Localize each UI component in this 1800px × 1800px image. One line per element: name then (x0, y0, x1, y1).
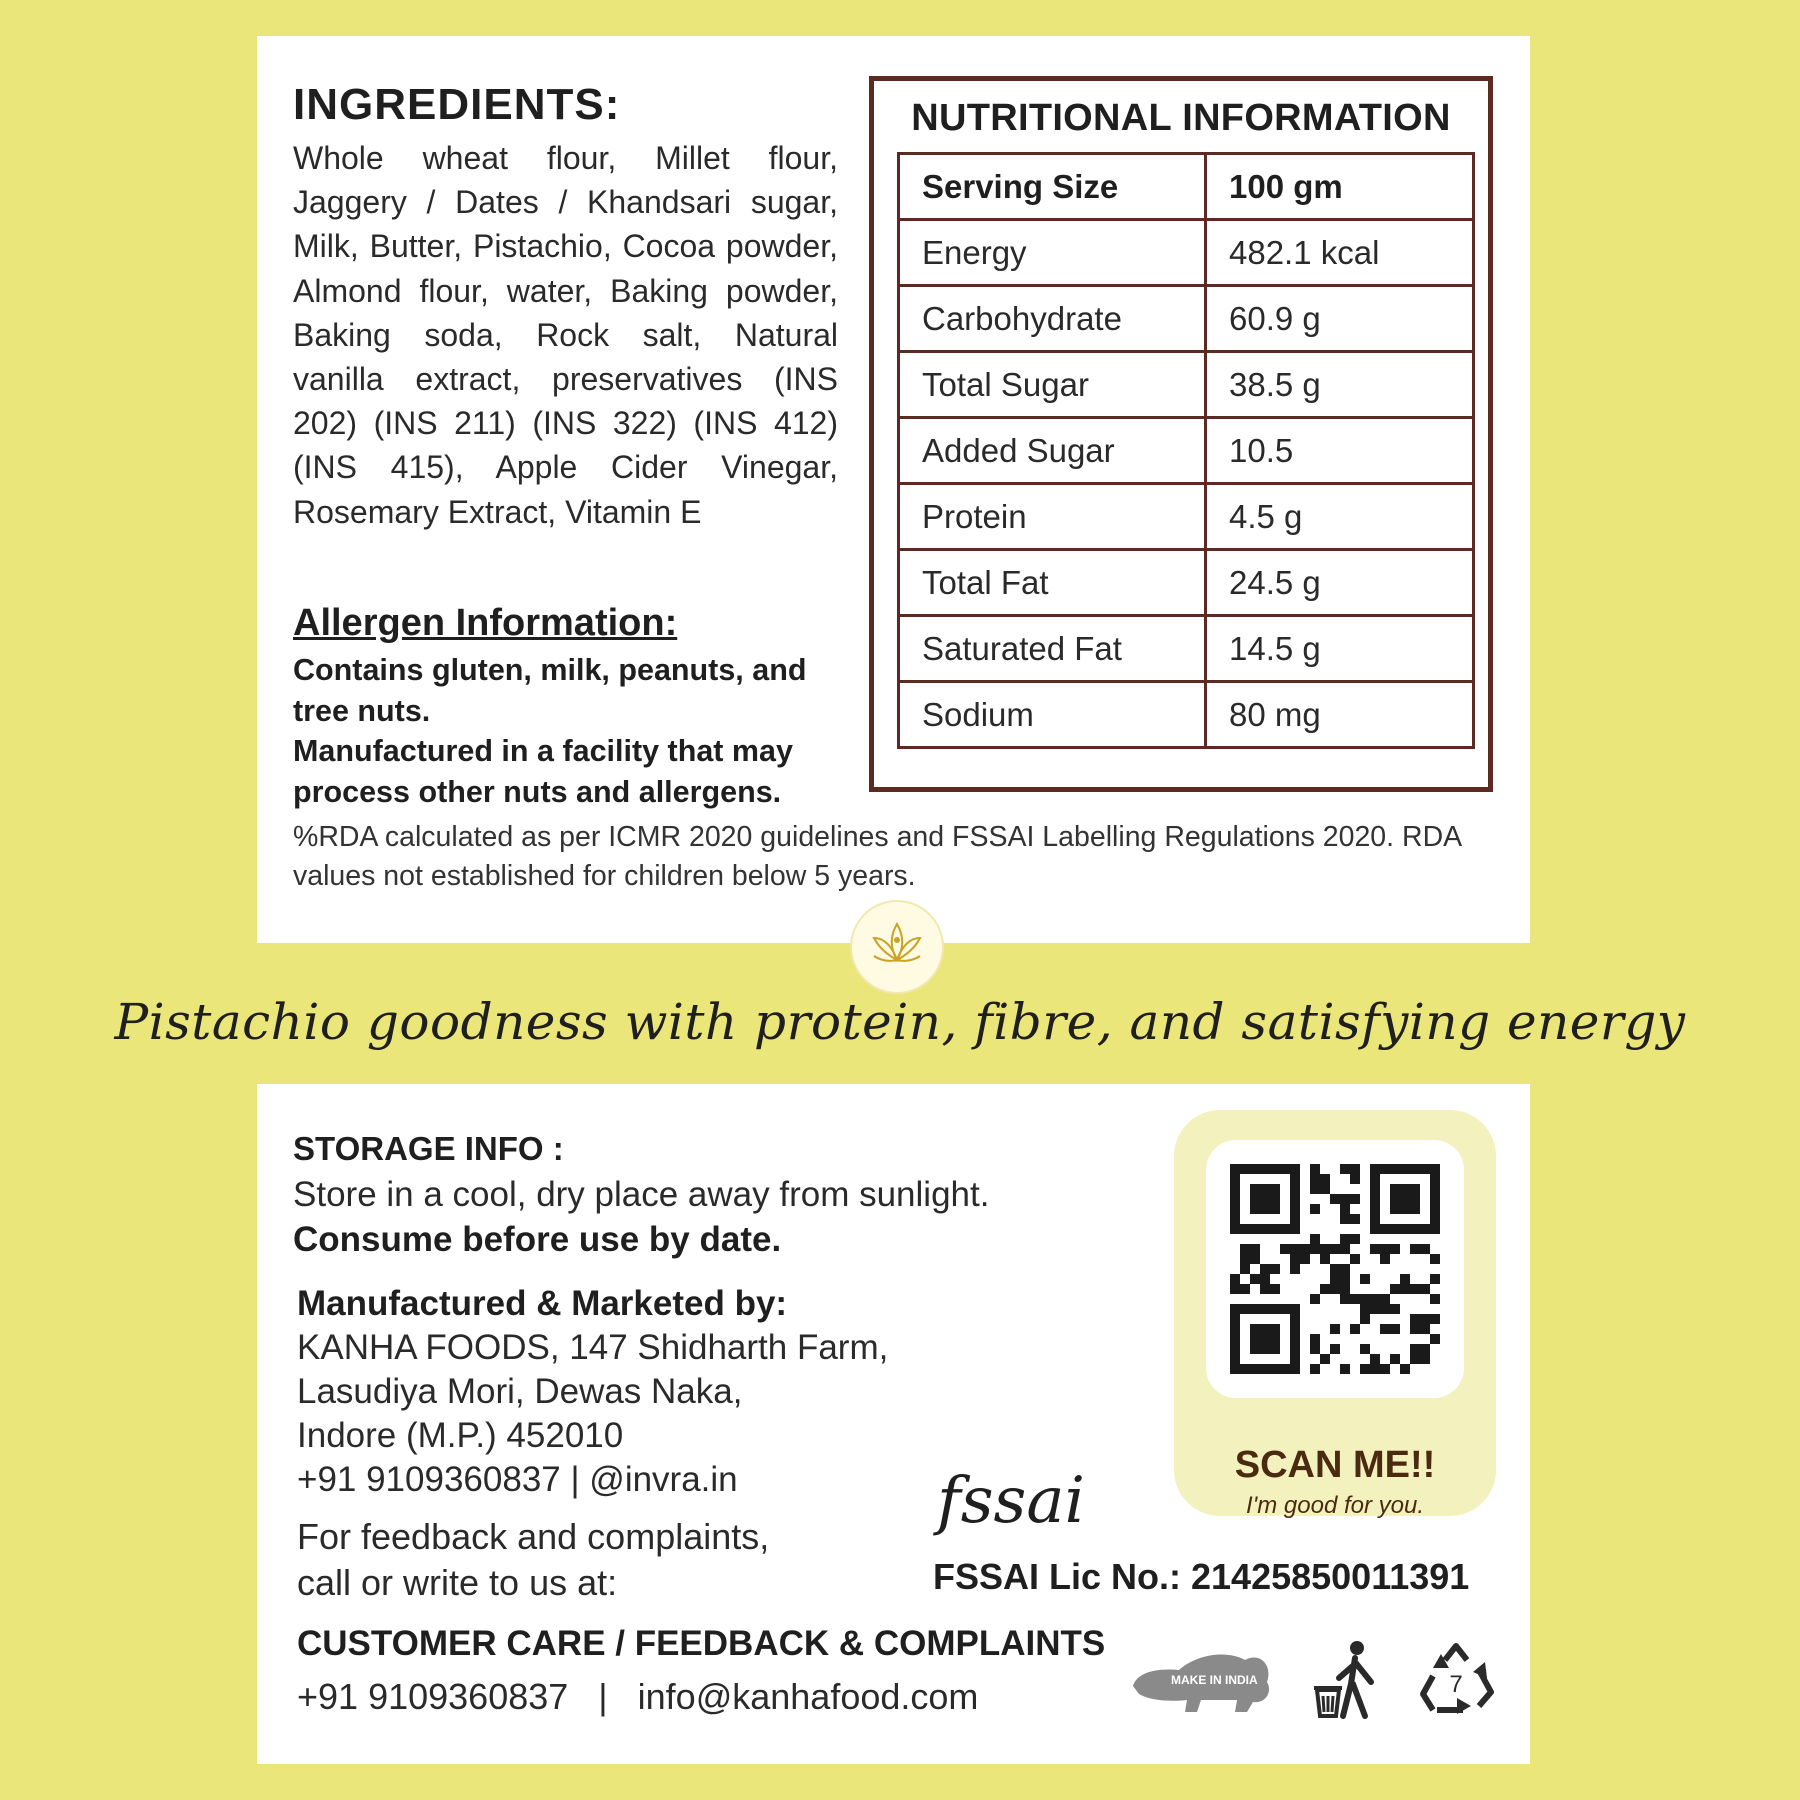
nutrient-value: 10.5 (1206, 418, 1474, 484)
qr-module (1350, 1194, 1360, 1204)
qr-module (1430, 1204, 1440, 1214)
qr-module (1420, 1244, 1430, 1254)
nutrient-value: 24.5 g (1206, 550, 1474, 616)
qr-module (1270, 1224, 1280, 1234)
qr-module (1250, 1344, 1260, 1354)
qr-module (1340, 1234, 1350, 1244)
rda-note: %RDA calculated as per ICMR 2020 guidelines and FSSAI Labelling Regulations 2020. RDA values not established for children below 5 years. (293, 821, 1461, 892)
nutrition-box (869, 76, 1493, 792)
customer-care-title: CUSTOMER CARE / FEEDBACK & COMPLAINTS (297, 1624, 1106, 1663)
qr-module (1410, 1354, 1420, 1364)
qr-module (1340, 1164, 1350, 1174)
table-row (899, 682, 1474, 748)
nutrition-title: NUTRITIONAL INFORMATION (911, 97, 1451, 139)
qr-module (1410, 1164, 1420, 1174)
qr-module (1380, 1224, 1390, 1234)
qr-module (1340, 1294, 1350, 1304)
qr-module (1430, 1274, 1440, 1284)
qr-module (1420, 1354, 1430, 1364)
qr-module (1270, 1364, 1280, 1374)
allergen-contains: Contains gluten, milk, peanuts, and tree nuts. (293, 653, 807, 728)
qr-module (1360, 1364, 1370, 1374)
qr-module (1330, 1274, 1340, 1284)
qr-module (1390, 1244, 1400, 1254)
qr-module (1280, 1164, 1290, 1174)
qr-module (1290, 1264, 1300, 1274)
qr-module (1240, 1244, 1250, 1254)
qr-module (1230, 1324, 1240, 1334)
qr-module (1370, 1364, 1380, 1374)
qr-module (1420, 1344, 1430, 1354)
qr-module (1400, 1204, 1410, 1214)
nutrient-label: Carbohydrate (899, 286, 1206, 352)
qr-module (1350, 1294, 1360, 1304)
nutrition-header-row (899, 154, 1474, 220)
make-in-india-icon (1127, 1642, 1277, 1718)
qr-module (1260, 1274, 1270, 1284)
qr-module (1350, 1214, 1360, 1224)
qr-module (1230, 1314, 1240, 1324)
qr-module (1330, 1344, 1340, 1354)
feedback-line: For feedback and complaints, (297, 1516, 770, 1557)
scan-title: SCAN ME!! (1234, 1444, 1436, 1486)
nutrient-label: Energy (899, 220, 1206, 286)
qr-module (1360, 1304, 1370, 1314)
table-row (899, 352, 1474, 418)
qr-module (1430, 1194, 1440, 1204)
qr-module (1430, 1314, 1440, 1324)
qr-module (1280, 1364, 1290, 1374)
qr-module (1380, 1304, 1390, 1314)
qr-module (1370, 1354, 1380, 1364)
qr-card (1174, 1110, 1496, 1519)
qr-module (1410, 1324, 1420, 1334)
qr-module (1340, 1204, 1350, 1214)
qr-module (1310, 1174, 1320, 1184)
qr-module (1240, 1264, 1250, 1274)
qr-module (1410, 1314, 1420, 1324)
qr-module (1290, 1194, 1300, 1204)
qr-module (1240, 1364, 1250, 1374)
qr-module (1400, 1164, 1410, 1174)
qr-module (1250, 1364, 1260, 1374)
qr-module (1240, 1254, 1250, 1264)
storage-contact-panel (257, 1084, 1530, 1764)
feedback-line: call or write to us at: (297, 1562, 618, 1603)
qr-module (1430, 1184, 1440, 1194)
qr-frame (1206, 1140, 1464, 1398)
qr-module (1290, 1334, 1300, 1344)
storage-consume: Consume before use by date. (293, 1220, 782, 1259)
qr-module (1230, 1304, 1240, 1314)
qr-module (1380, 1244, 1390, 1254)
qr-module (1290, 1254, 1300, 1264)
qr-module (1370, 1184, 1380, 1194)
nutrient-value: 38.5 g (1206, 352, 1474, 418)
qr-module (1430, 1214, 1440, 1224)
qr-module (1330, 1244, 1340, 1254)
recycle-7-icon (1415, 1640, 1497, 1720)
allergen-title: Allergen Information: (293, 602, 678, 644)
qr-module (1340, 1264, 1350, 1274)
qr-module (1230, 1274, 1240, 1284)
qr-module (1380, 1324, 1390, 1334)
qr-module (1280, 1304, 1290, 1314)
qr-module (1260, 1284, 1270, 1294)
qr-module (1290, 1344, 1300, 1354)
qr-module (1410, 1184, 1420, 1194)
qr-module (1330, 1264, 1340, 1274)
qr-module (1400, 1184, 1410, 1194)
qr-module (1310, 1164, 1320, 1174)
qr-module (1260, 1324, 1270, 1334)
qr-module (1350, 1234, 1360, 1244)
qr-module (1370, 1204, 1380, 1214)
qr-module (1310, 1234, 1320, 1244)
qr-module (1280, 1244, 1290, 1254)
qr-module (1380, 1364, 1390, 1374)
qr-module (1240, 1284, 1250, 1294)
qr-module (1310, 1334, 1320, 1344)
qr-module (1430, 1174, 1440, 1184)
qr-module (1390, 1164, 1400, 1174)
qr-module (1420, 1224, 1430, 1234)
qr-module (1430, 1334, 1440, 1344)
qr-module (1310, 1344, 1320, 1354)
qr-module (1360, 1274, 1370, 1284)
qr-module (1250, 1194, 1260, 1204)
qr-module (1370, 1244, 1380, 1254)
qr-module (1400, 1284, 1410, 1294)
qr-module (1230, 1284, 1240, 1294)
qr-module (1260, 1304, 1270, 1314)
nutrient-label: Total Fat (899, 550, 1206, 616)
qr-module (1330, 1194, 1340, 1204)
address-line: Indore (M.P.) 452010 (297, 1416, 624, 1455)
qr-module (1420, 1164, 1430, 1174)
manufacturer-contact: +91 9109360837 | @invra.in (297, 1460, 738, 1499)
qr-module (1280, 1224, 1290, 1234)
qr-module (1320, 1354, 1330, 1364)
qr-module (1230, 1164, 1240, 1174)
qr-module (1290, 1164, 1300, 1174)
qr-module (1300, 1254, 1310, 1264)
qr-module (1410, 1244, 1420, 1254)
table-row (899, 484, 1474, 550)
qr-module (1250, 1244, 1260, 1254)
qr-module (1250, 1164, 1260, 1174)
qr-module (1380, 1164, 1390, 1174)
qr-module (1410, 1284, 1420, 1294)
qr-module (1230, 1184, 1240, 1194)
recycle-bin-icon (1311, 1638, 1381, 1720)
qr-module (1370, 1224, 1380, 1234)
address-line: Lasudiya Mori, Dewas Naka, (297, 1372, 743, 1411)
qr-module (1430, 1254, 1440, 1264)
qr-module (1230, 1204, 1240, 1214)
table-row (899, 550, 1474, 616)
serving-size-value: 100 gm (1206, 154, 1474, 220)
qr-module (1320, 1184, 1330, 1194)
qr-module (1250, 1204, 1260, 1214)
qr-module (1400, 1274, 1410, 1284)
qr-module (1390, 1194, 1400, 1204)
nutrient-label: Protein (899, 484, 1206, 550)
qr-module (1360, 1314, 1370, 1324)
qr-module (1410, 1194, 1420, 1204)
scan-subtitle: I'm good for you. (1245, 1492, 1424, 1519)
fssai-logo (937, 1464, 1087, 1544)
qr-module (1230, 1174, 1240, 1184)
nutrition-table (897, 152, 1475, 749)
qr-module (1290, 1354, 1300, 1364)
qr-module (1340, 1284, 1350, 1294)
fssai-license: FSSAI Lic No.: 21425850011391 (933, 1556, 1470, 1597)
table-row (899, 616, 1474, 682)
ingredients-text: Whole wheat flour, Millet flour, Jaggery / Dates / Khandsari sugar, Milk, Butter, Pistachio, Cocoa powder, Almond flour, water, Baking powder, Baking soda, Rock salt, Natural vanilla extract, preservatives (INS 202) (INS 211) (INS 322) (INS 412) (INS 415), Apple Cider Vinegar, Rosemary Extract, Vitamin E (293, 140, 838, 530)
qr-module (1390, 1354, 1400, 1364)
qr-module (1270, 1194, 1280, 1204)
qr-module (1410, 1224, 1420, 1234)
qr-module (1290, 1214, 1300, 1224)
qr-module (1420, 1284, 1430, 1294)
qr-module (1290, 1324, 1300, 1334)
qr-module (1260, 1164, 1270, 1174)
qr-module (1370, 1304, 1380, 1314)
qr-module (1370, 1194, 1380, 1204)
make-in-india-label: MAKE IN INDIA (1171, 1673, 1258, 1687)
table-row (899, 418, 1474, 484)
ingredients-nutrition-panel (257, 36, 1530, 943)
qr-module (1370, 1214, 1380, 1224)
qr-module (1260, 1334, 1270, 1344)
qr-module (1360, 1344, 1370, 1354)
qr-module (1350, 1164, 1360, 1174)
qr-module (1250, 1304, 1260, 1314)
lotus-logo-icon (850, 900, 944, 994)
qr-module (1260, 1204, 1270, 1214)
nutrient-value: 482.1 kcal (1206, 220, 1474, 286)
qr-module (1340, 1244, 1350, 1254)
nutrient-value: 14.5 g (1206, 616, 1474, 682)
qr-module (1340, 1194, 1350, 1204)
qr-module (1380, 1294, 1390, 1304)
qr-module (1290, 1204, 1300, 1214)
nutrient-label: Saturated Fat (899, 616, 1206, 682)
qr-module (1230, 1364, 1240, 1374)
nutrient-label: Added Sugar (899, 418, 1206, 484)
table-row (899, 220, 1474, 286)
qr-module (1230, 1214, 1240, 1224)
qr-module (1290, 1224, 1300, 1234)
qr-module (1350, 1254, 1360, 1264)
qr-module (1270, 1184, 1280, 1194)
fssai-logo-text: fssai (937, 1464, 1085, 1538)
qr-module (1260, 1364, 1270, 1374)
qr-module (1430, 1294, 1440, 1304)
qr-module (1290, 1364, 1300, 1374)
qr-module (1370, 1164, 1380, 1174)
qr-module (1290, 1304, 1300, 1314)
nutrient-label: Total Sugar (899, 352, 1206, 418)
qr-code-icon[interactable] (1230, 1164, 1440, 1374)
qr-module (1260, 1344, 1270, 1354)
qr-module (1350, 1174, 1360, 1184)
qr-module (1300, 1244, 1310, 1254)
qr-module (1270, 1284, 1280, 1294)
qr-module (1390, 1324, 1400, 1334)
qr-module (1400, 1224, 1410, 1234)
qr-module (1380, 1254, 1390, 1264)
qr-module (1330, 1284, 1340, 1294)
qr-module (1230, 1194, 1240, 1204)
qr-module (1270, 1204, 1280, 1214)
qr-module (1390, 1204, 1400, 1214)
qr-module (1400, 1194, 1410, 1204)
qr-module (1370, 1174, 1380, 1184)
qr-module (1430, 1164, 1440, 1174)
qr-module (1290, 1244, 1300, 1254)
storage-title: STORAGE INFO : (293, 1130, 564, 1167)
qr-module (1270, 1264, 1280, 1274)
storage-text: Store in a cool, dry place away from sunlight. (293, 1175, 990, 1214)
qr-module (1230, 1354, 1240, 1364)
qr-module (1260, 1184, 1270, 1194)
qr-module (1390, 1284, 1400, 1294)
qr-module (1250, 1274, 1260, 1284)
qr-module (1320, 1254, 1330, 1264)
qr-module (1320, 1244, 1330, 1254)
qr-module (1230, 1344, 1240, 1354)
recycle-code: 7 (1449, 1671, 1463, 1698)
qr-module (1230, 1334, 1240, 1344)
qr-module (1370, 1294, 1380, 1304)
address-line: KANHA FOODS, 147 Shidharth Farm, (297, 1328, 889, 1367)
nutrient-value: 4.5 g (1206, 484, 1474, 550)
qr-module (1390, 1224, 1400, 1234)
qr-module (1420, 1324, 1430, 1334)
qr-module (1410, 1344, 1420, 1354)
qr-module (1310, 1244, 1320, 1254)
qr-module (1360, 1294, 1370, 1304)
tagline: Pistachio goodness with protein, fibre, and satisfying energy (114, 993, 1686, 1051)
serving-size-label: Serving Size (899, 154, 1206, 220)
qr-module (1260, 1264, 1270, 1274)
qr-module (1230, 1224, 1240, 1234)
qr-module (1320, 1284, 1330, 1294)
qr-module (1390, 1304, 1400, 1314)
qr-module (1420, 1314, 1430, 1324)
qr-module (1320, 1174, 1330, 1184)
qr-module (1340, 1364, 1350, 1374)
qr-module (1260, 1194, 1270, 1204)
qr-module (1250, 1184, 1260, 1194)
qr-module (1310, 1184, 1320, 1194)
qr-module (1400, 1364, 1410, 1374)
qr-module (1290, 1184, 1300, 1194)
qr-module (1310, 1204, 1320, 1214)
qr-module (1410, 1204, 1420, 1214)
nutrient-label: Sodium (899, 682, 1206, 748)
nutrient-value: 60.9 g (1206, 286, 1474, 352)
qr-module (1350, 1324, 1360, 1334)
qr-module (1340, 1274, 1350, 1284)
qr-module (1310, 1364, 1320, 1374)
qr-module (1240, 1224, 1250, 1234)
qr-module (1270, 1334, 1280, 1344)
qr-module (1270, 1324, 1280, 1334)
qr-module (1390, 1184, 1400, 1194)
table-row (899, 286, 1474, 352)
qr-module (1250, 1224, 1260, 1234)
qr-module (1340, 1214, 1350, 1224)
ingredients-title: INGREDIENTS: (293, 80, 621, 129)
qr-module (1430, 1224, 1440, 1234)
qr-module (1250, 1254, 1260, 1264)
customer-care-contact: +91 9109360837 | info@kanhafood.com (297, 1676, 979, 1717)
qr-module (1270, 1344, 1280, 1354)
qr-module (1240, 1164, 1250, 1174)
qr-module (1290, 1314, 1300, 1324)
qr-module (1240, 1304, 1250, 1314)
qr-module (1270, 1164, 1280, 1174)
qr-module (1260, 1224, 1270, 1234)
qr-module (1270, 1304, 1280, 1314)
qr-module (1250, 1324, 1260, 1334)
allergen-facility: Manufactured in a facility that may process other nuts and allergens. (293, 734, 793, 809)
qr-module (1290, 1174, 1300, 1184)
nutrient-value: 80 mg (1206, 682, 1474, 748)
qr-module (1310, 1294, 1320, 1304)
qr-module (1330, 1324, 1340, 1334)
qr-module (1250, 1334, 1260, 1344)
manufacturer-title: Manufactured & Marketed by: (297, 1284, 788, 1323)
